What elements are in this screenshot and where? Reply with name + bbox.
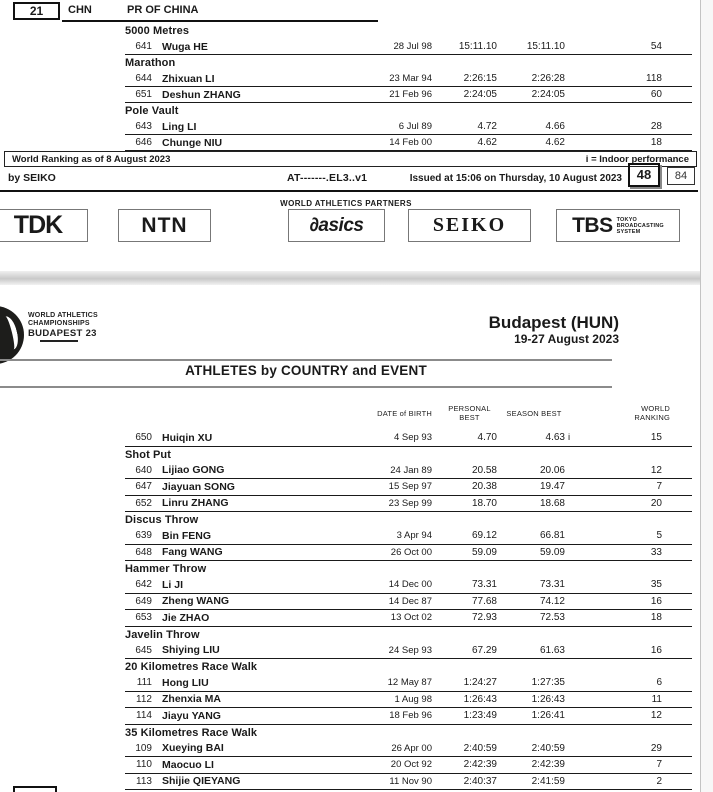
athlete-row [125, 430, 692, 447]
athlete-personal-best: 15:11.10 [458, 41, 497, 52]
athlete-bib: 653 [135, 612, 152, 624]
athlete-row [125, 577, 692, 594]
athlete-date-of-birth: 18 Feb 96 [389, 710, 432, 722]
partner-logo-seiko [408, 209, 531, 242]
athlete-season-best: 74.12 [539, 595, 565, 607]
page-number-total: 84 [667, 167, 695, 185]
athlete-season-best: 1:27:35 [531, 677, 565, 689]
asics-logo: ∂asics [309, 214, 364, 236]
athlete-personal-best: 73.31 [471, 579, 497, 591]
athlete-personal-best: 69.12 [471, 530, 497, 542]
athlete-season-best: 2:40:59 [531, 742, 565, 754]
athlete-bib: 649 [135, 595, 152, 607]
athlete-name: Shijie QIEYANG [162, 775, 241, 788]
tbs-logo-subtext: TOKYO BROADCASTING SYSTEM [616, 216, 664, 235]
athlete-world-ranking: 28 [650, 121, 662, 132]
athlete-date-of-birth: 28 Jul 98 [393, 41, 432, 52]
athlete-name: Bin FENG [162, 529, 211, 542]
athlete-personal-best: 2:42:39 [463, 759, 497, 771]
athlete-personal-best: 77.68 [471, 595, 497, 607]
outside-page-area [701, 0, 713, 792]
team-number-box [13, 2, 60, 20]
athlete-row [125, 757, 692, 774]
athlete-date-of-birth: 24 Sep 93 [388, 644, 432, 656]
athlete-date-of-birth: 11 Nov 90 [389, 775, 432, 787]
athlete-personal-best: 1:24:27 [463, 677, 497, 689]
issued-timestamp: Issued at 15:06 on Thursday, 10 August 2023 [409, 173, 622, 184]
event-section-header: Hammer Throw [125, 563, 207, 575]
athlete-personal-best: 20.58 [471, 464, 497, 476]
athlete-name: Wuga HE [162, 40, 208, 53]
athlete-name: Fang WANG [162, 546, 223, 559]
tdk-logo: TDK [13, 211, 63, 239]
athlete-season-best: 4.63 [545, 432, 565, 444]
athlete-date-of-birth: 4 Sep 93 [393, 432, 432, 444]
athlete-personal-best: 67.29 [471, 644, 497, 656]
athlete-season-best: 72.53 [539, 612, 565, 624]
athlete-name: Shiying LIU [162, 644, 220, 657]
athlete-date-of-birth: 14 Dec 00 [388, 579, 432, 591]
athlete-date-of-birth: 15 Sep 97 [388, 481, 432, 493]
athlete-row [125, 774, 692, 791]
athlete-name: Zhenxia MA [162, 693, 221, 706]
athlete-personal-best: 2:40:59 [463, 742, 497, 754]
athlete-date-of-birth: 1 Aug 98 [394, 693, 432, 705]
partner-logo-tdk [0, 209, 88, 242]
athlete-bib: 109 [135, 742, 152, 754]
athlete-name: Jiayu YANG [162, 709, 221, 722]
footer-rule [0, 190, 698, 192]
athlete-personal-best: 4.72 [477, 121, 497, 132]
athlete-name: Maocuo LI [162, 758, 214, 771]
athlete-world-ranking: 16 [650, 644, 662, 656]
athlete-name: Hong LIU [162, 676, 209, 689]
event-section-header: Pole Vault [125, 105, 179, 117]
athlete-date-of-birth: 12 May 87 [387, 677, 432, 689]
page-number-current: 48 [628, 163, 660, 187]
athlete-bib: 114 [136, 710, 152, 722]
athlete-name: Jie ZHAO [162, 611, 210, 624]
athlete-world-ranking: 29 [650, 742, 662, 754]
logo-line-3: BUDAPEST 23 [28, 328, 97, 339]
athlete-bib: 650 [135, 432, 152, 444]
ranking-note-right: i = Indoor performance [585, 153, 689, 165]
column-header-date-of-birth: DATE of BIRTH [377, 409, 432, 418]
document-code: AT-------.EL3..v1 [287, 172, 368, 184]
athlete-personal-best: 72.93 [471, 612, 497, 624]
athlete-world-ranking: 12 [650, 464, 662, 476]
athlete-world-ranking: 18 [650, 137, 662, 148]
athlete-world-ranking: 118 [646, 73, 662, 84]
athlete-personal-best: 4.62 [477, 137, 497, 148]
ranking-note-left: World Ranking as of 8 August 2023 [12, 153, 171, 165]
athlete-name: Huiqin XU [162, 431, 213, 444]
athlete-season-best: 66.81 [539, 530, 565, 542]
event-section-header: Discus Throw [125, 514, 199, 526]
athlete-world-ranking: 7 [656, 759, 662, 771]
athlete-row [125, 594, 692, 611]
athlete-season-best: 20.06 [539, 464, 565, 476]
event-section-header: 20 Kilometres Race Walk [125, 661, 258, 673]
athlete-date-of-birth: 13 Oct 02 [390, 612, 432, 624]
athlete-bib: 110 [136, 759, 152, 771]
athlete-date-of-birth: 14 Dec 87 [388, 595, 432, 607]
athlete-bib: 111 [136, 677, 152, 689]
athlete-bib: 642 [135, 579, 152, 591]
athlete-bib: 640 [135, 464, 152, 476]
athlete-season-best: 1:26:43 [531, 693, 565, 705]
athlete-world-ranking: 18 [650, 612, 662, 624]
event-section-header: Javelin Throw [125, 628, 200, 641]
athlete-name: Deshun ZHANG [162, 88, 241, 101]
athlete-name: Jiayuan SONG [162, 480, 235, 493]
athlete-row [125, 545, 692, 562]
athlete-row [125, 643, 692, 660]
athlete-bib: 639 [135, 530, 152, 542]
athlete-world-ranking: 33 [650, 546, 662, 558]
partners-title: WORLD ATHLETICS PARTNERS [280, 199, 412, 208]
athlete-name: Linru ZHANG [162, 497, 229, 510]
athlete-world-ranking: 12 [650, 710, 662, 722]
athlete-bib: 647 [135, 481, 152, 493]
partner-logo-asics [288, 209, 385, 242]
athlete-personal-best: 20.38 [471, 481, 497, 493]
athlete-world-ranking: 5 [656, 530, 662, 542]
venue-block [489, 313, 619, 347]
athlete-bib: 112 [136, 693, 152, 705]
athlete-row [125, 119, 692, 135]
partner-logo-tbs [556, 209, 680, 242]
athlete-season-best: 1:26:41 [531, 710, 565, 722]
athlete-name: Ling LI [162, 120, 197, 133]
tbs-logo: TBS [572, 213, 613, 237]
athlete-season-best: 4.66 [545, 121, 565, 132]
team-number: 21 [29, 4, 44, 18]
athlete-date-of-birth: 3 Apr 94 [396, 530, 432, 542]
athlete-row [125, 135, 692, 151]
athlete-world-ranking: 35 [650, 579, 662, 591]
seiko-logo: SEIKO [432, 214, 507, 236]
athlete-bib: 645 [135, 644, 152, 656]
next-country-box-partial [13, 786, 57, 792]
title-rule-bottom [0, 386, 612, 388]
column-header-world-ranking: WORLD RANKING [634, 404, 670, 422]
athlete-personal-best: 2:24:05 [463, 89, 497, 100]
timing-byline: by SEIKO [8, 172, 56, 184]
athlete-world-ranking: 20 [650, 497, 662, 509]
venue-dates: 19-27 August 2023 [514, 332, 619, 346]
athlete-bib: 113 [136, 775, 152, 787]
athlete-name: Lijiao GONG [162, 464, 225, 477]
venue-name: Budapest (HUN) [488, 313, 619, 332]
athlete-date-of-birth: 26 Apr 00 [391, 742, 432, 754]
athlete-row [125, 87, 692, 103]
athlete-world-ranking: 6 [656, 677, 662, 689]
athlete-season-best: 2:26:28 [531, 73, 565, 84]
ntn-logo: NTN [141, 213, 188, 237]
athlete-row [125, 39, 692, 55]
athlete-row [125, 741, 692, 758]
event-section-header: 35 Kilometres Race Walk [125, 726, 258, 739]
column-header-personal-best: PERSONAL BEST [448, 404, 491, 422]
partner-logo-ntn [118, 209, 211, 242]
indoor-flag: i [568, 432, 571, 444]
country-header-rule [62, 20, 378, 22]
athlete-date-of-birth: 14 Feb 00 [389, 137, 432, 148]
athlete-bib: 651 [135, 89, 152, 100]
logo-line-1: WORLD ATHLETICS [28, 312, 98, 319]
athlete-bib: 641 [135, 41, 152, 52]
athlete-personal-best: 18.70 [471, 497, 497, 509]
athlete-date-of-birth: 20 Oct 92 [390, 759, 432, 771]
column-header-season-best: SEASON BEST [506, 409, 562, 418]
athlete-world-ranking: 7 [656, 481, 662, 493]
athlete-name: Zhixuan LI [162, 72, 215, 85]
athlete-row [125, 528, 692, 545]
athlete-world-ranking: 2 [656, 775, 662, 787]
page1-events-table [0, 23, 713, 151]
athlete-row [125, 675, 692, 692]
athlete-world-ranking: 16 [650, 595, 662, 607]
athlete-season-best: 4.62 [545, 137, 565, 148]
athlete-season-best: 18.68 [539, 497, 565, 509]
athlete-date-of-birth: 24 Jan 89 [390, 464, 432, 476]
page-title: ATHLETES by COUNTRY and EVENT [185, 363, 427, 378]
page-break-shadow [0, 271, 713, 285]
athlete-name: Xueying BAI [162, 742, 224, 755]
athlete-row [125, 496, 692, 513]
ranking-note-box [4, 151, 697, 167]
title-rule-top [0, 359, 612, 361]
world-athletics-emblem-icon [0, 306, 24, 364]
athlete-season-best: 2:24:05 [531, 89, 565, 100]
athlete-personal-best: 59.09 [471, 546, 497, 558]
athlete-world-ranking: 54 [650, 41, 662, 52]
athlete-row [125, 610, 692, 627]
athlete-personal-best: 1:23:49 [463, 710, 497, 722]
event-section-header: Marathon [125, 57, 176, 69]
athlete-season-best: 59.09 [539, 546, 565, 558]
athlete-personal-best: 1:26:43 [463, 693, 497, 705]
column-headers [125, 404, 692, 422]
athlete-row [125, 692, 692, 709]
athlete-season-best: 2:41:59 [531, 775, 565, 787]
athlete-row [125, 463, 692, 480]
country-code: CHN [68, 4, 92, 16]
country-name: PR OF CHINA [127, 4, 199, 16]
event-section-header: Shot Put [125, 448, 172, 461]
athlete-bib: 643 [135, 121, 152, 132]
athlete-name: Zheng WANG [162, 595, 230, 608]
athlete-date-of-birth: 23 Mar 94 [389, 73, 432, 84]
athlete-row [125, 708, 692, 725]
athlete-season-best: 2:42:39 [531, 759, 565, 771]
athlete-season-best: 15:11.10 [526, 41, 565, 52]
athlete-date-of-birth: 6 Jul 89 [398, 121, 432, 132]
logo-underline [40, 340, 78, 342]
athlete-date-of-birth: 21 Feb 96 [389, 89, 432, 100]
championships-logo [28, 312, 98, 342]
event-section-header: 5000 Metres [125, 25, 190, 37]
athlete-world-ranking: 11 [651, 693, 662, 705]
athlete-date-of-birth: 23 Sep 99 [388, 497, 432, 509]
athlete-row [125, 479, 692, 496]
athlete-personal-best: 4.70 [477, 432, 497, 444]
athlete-bib: 646 [135, 137, 152, 148]
athlete-bib: 644 [135, 73, 152, 84]
athlete-row [125, 71, 692, 87]
athlete-bib: 648 [135, 546, 152, 558]
athlete-date-of-birth: 26 Oct 00 [390, 546, 432, 558]
athlete-season-best: 73.31 [539, 579, 565, 591]
athlete-personal-best: 2:40:37 [463, 775, 497, 787]
page2-events-table [0, 430, 713, 790]
athlete-world-ranking: 60 [650, 89, 662, 100]
logo-line-2: CHAMPIONSHIPS [28, 320, 90, 327]
athlete-name: Chunge NIU [162, 136, 223, 149]
athlete-bib: 652 [135, 497, 152, 509]
athlete-season-best: 61.63 [539, 644, 565, 656]
athlete-name: Li JI [162, 578, 184, 591]
athlete-season-best: 19.47 [539, 481, 565, 493]
athlete-world-ranking: 15 [650, 432, 662, 444]
athlete-personal-best: 2:26:15 [463, 73, 497, 84]
